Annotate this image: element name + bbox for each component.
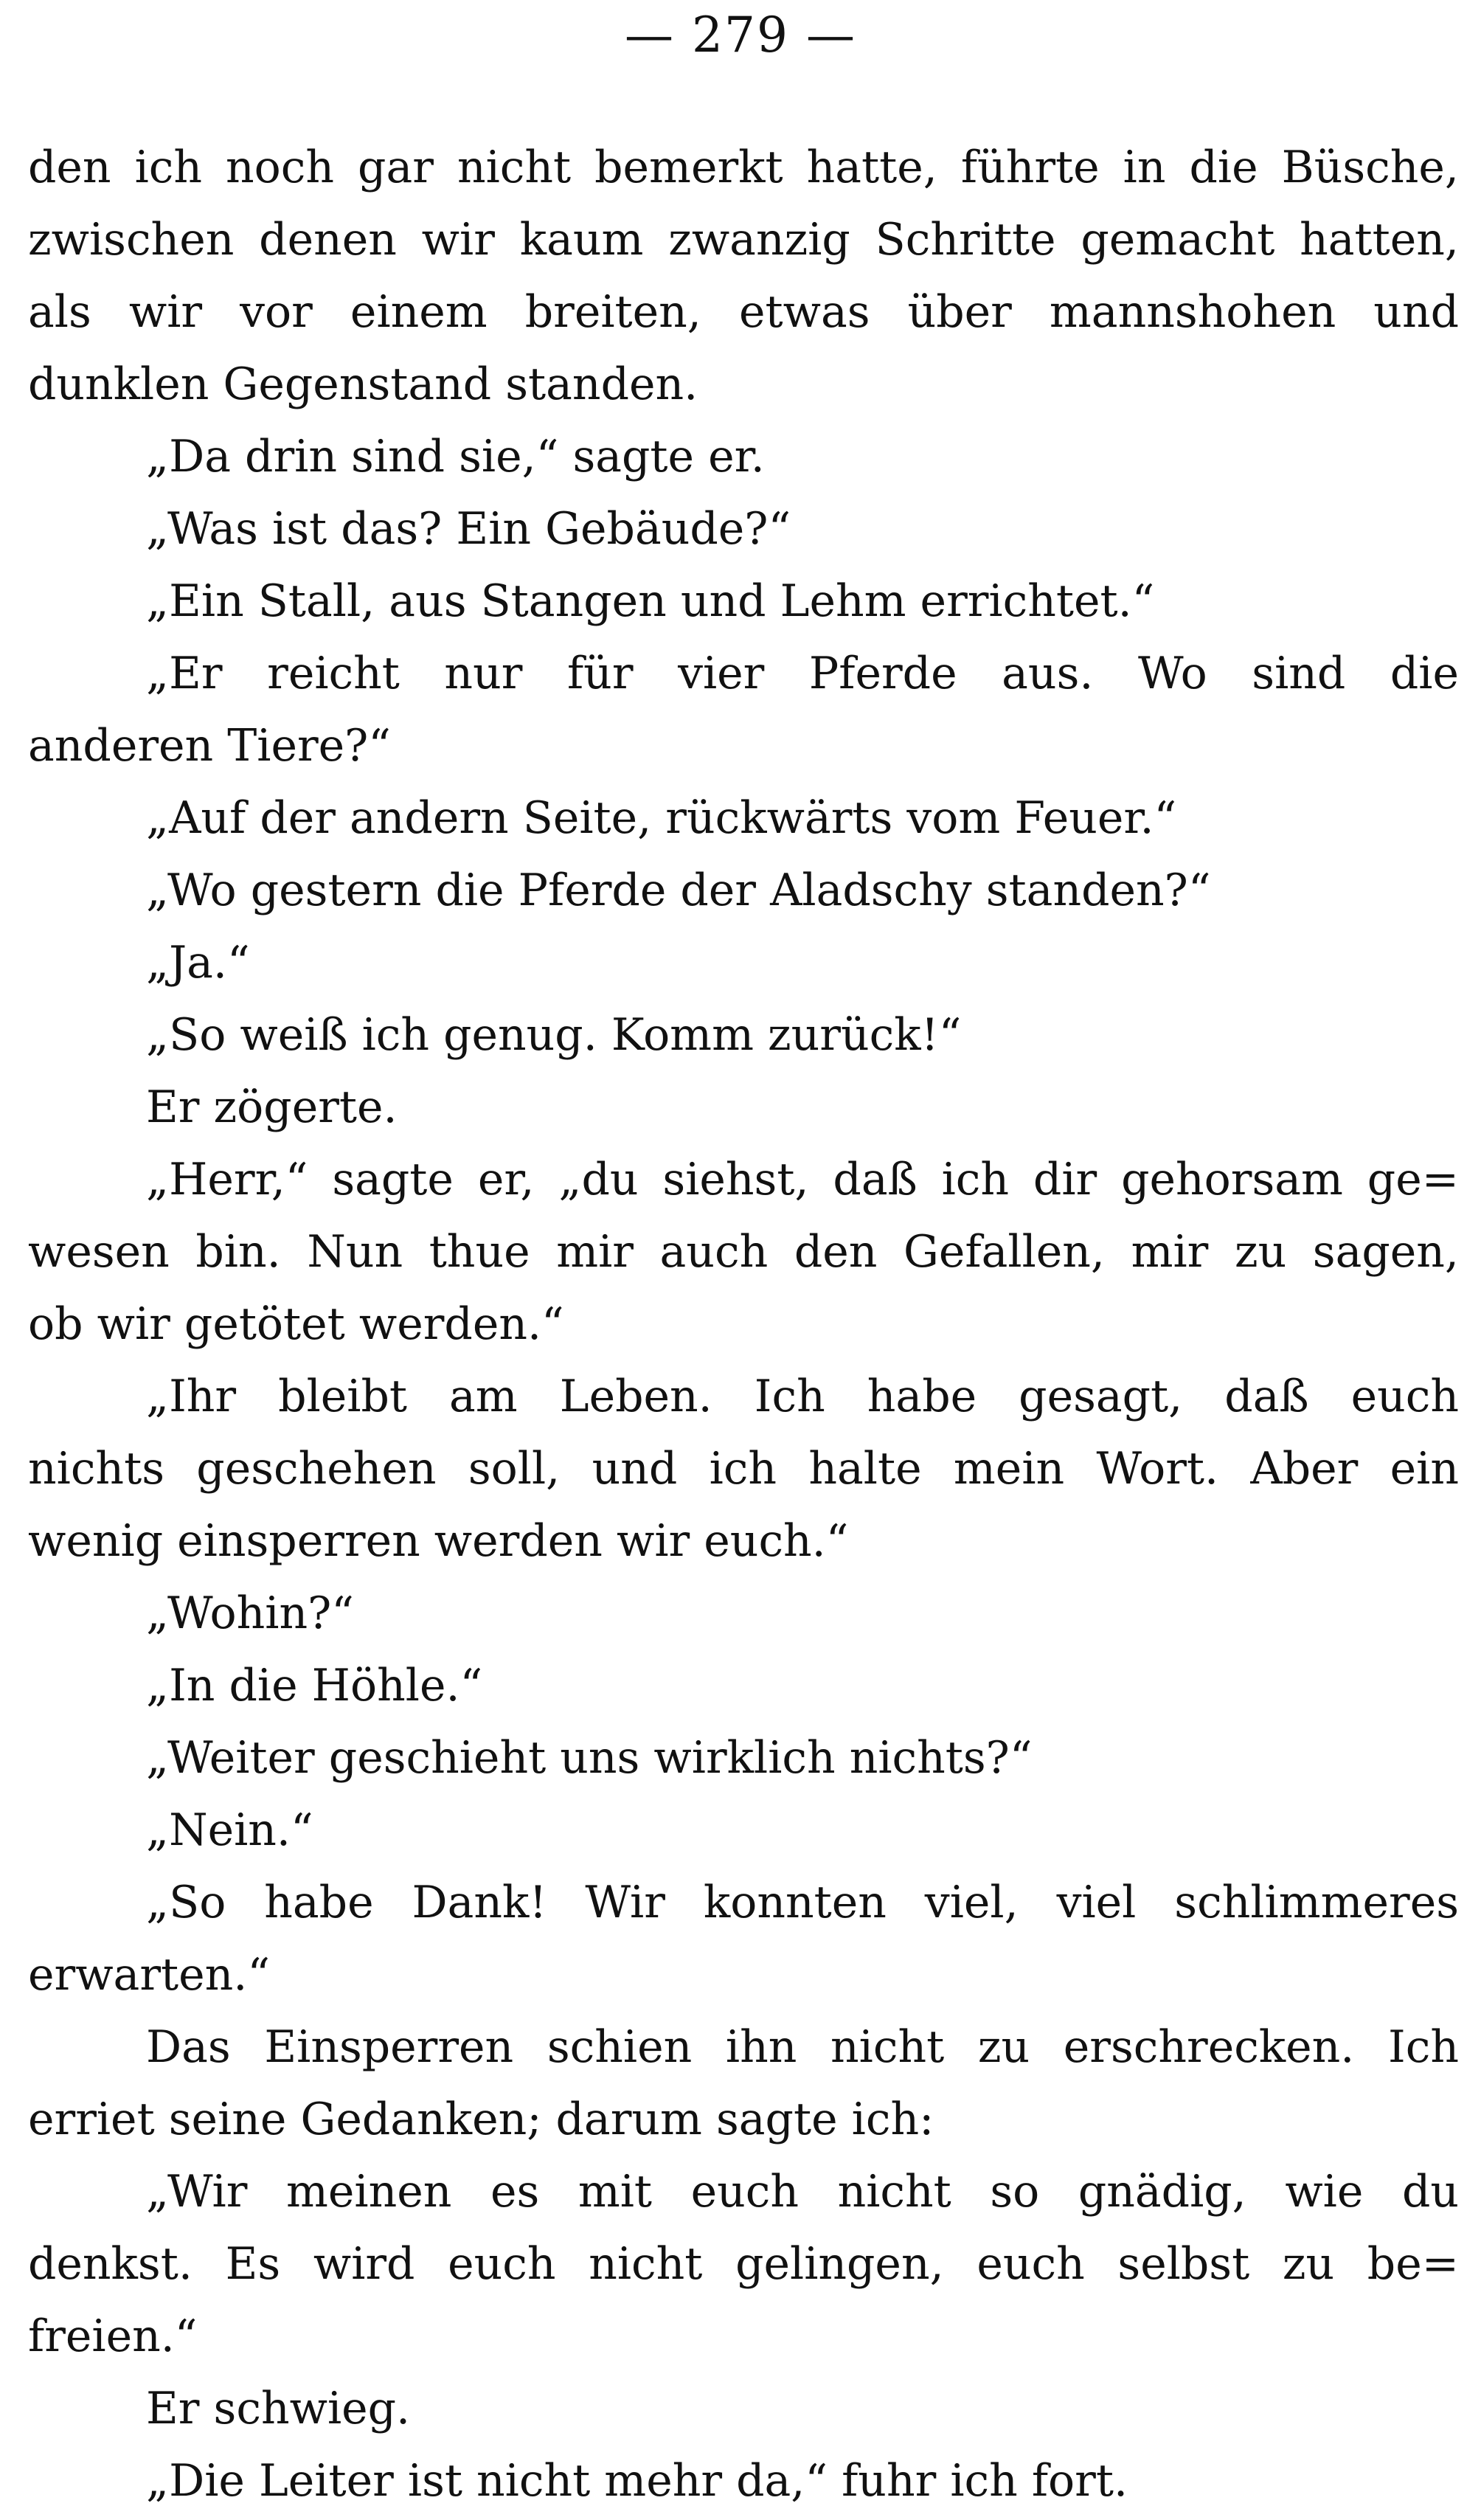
text-line: „Wir meinen es mit euch nicht so gnädig, wie du xyxy=(146,2166,1459,2218)
text-line: nichts geschehen soll, und ich halte mein Wort. Aber ein xyxy=(28,1443,1459,1495)
text-line: dunklen Gegenstand standen. xyxy=(28,359,698,410)
text-line: „In die Höhle.“ xyxy=(146,1660,483,1711)
text-line: „Ein Stall, aus Stangen und Lehm errichtet.“ xyxy=(146,575,1155,627)
text-line: wenig einsperren werden wir euch.“ xyxy=(28,1515,849,1567)
text-line: „Ja.“ xyxy=(146,937,250,989)
text-line: den ich noch gar nicht bemerkt hatte, führte in die Büsche, xyxy=(28,142,1459,193)
text-line: zwischen denen wir kaum zwanzig Schritte gemacht hatten, xyxy=(28,214,1459,266)
text-line: denkst. Es wird euch nicht gelingen, euch selbst zu be= xyxy=(28,2238,1459,2290)
text-line: „Wo gestern die Pferde der Aladschy standen?“ xyxy=(146,865,1211,916)
text-line: freien.“ xyxy=(28,2310,198,2362)
body-text xyxy=(28,131,1459,2517)
text-line: „Ihr bleibt am Leben. Ich habe gesagt, daß euch xyxy=(146,1371,1459,1422)
text-line: „Was ist das? Ein Gebäude?“ xyxy=(146,503,791,555)
text-line: „Nein.“ xyxy=(146,1804,313,1856)
text-line: „So habe Dank! Wir konnten viel, viel schlimmeres xyxy=(146,1877,1459,1928)
text-line: „So weiß ich genug. Komm zurück!“ xyxy=(146,1009,962,1061)
text-line: erriet seine Gedanken; darum sagte ich: xyxy=(28,2094,934,2145)
text-line: „Da drin sind sie,“ sagte er. xyxy=(146,431,765,482)
text-line: wesen bin. Nun thue mir auch den Gefallen, mir zu sagen, xyxy=(28,1226,1459,1278)
page-number-header: — 279 — xyxy=(625,7,856,63)
text-line: ob wir getötet werden.“ xyxy=(28,1298,564,1350)
text-line: „Weiter geschieht uns wirklich nichts?“ xyxy=(146,1732,1033,1784)
text-line: erwarten.“ xyxy=(28,1949,271,2001)
text-line: Er schwieg. xyxy=(146,2383,411,2434)
text-line: Das Einsperren schien ihn nicht zu erschrecken. Ich xyxy=(146,2021,1459,2073)
text-line: „Auf der andern Seite, rückwärts vom Feuer.“ xyxy=(146,792,1177,844)
text-line: als wir vor einem breiten, etwas über mannshohen und xyxy=(28,286,1459,338)
text-line: „Wohin?“ xyxy=(146,1588,354,1639)
text-line: Er zögerte. xyxy=(146,1081,398,1133)
text-line: anderen Tiere?“ xyxy=(28,720,391,772)
text-line: „Herr,“ sagte er, „du siehst, daß ich dir gehorsam ge= xyxy=(146,1154,1459,1205)
text-line: „Er reicht nur für vier Pferde aus. Wo sind die xyxy=(146,648,1459,699)
text-line: „Die Leiter ist nicht mehr da,“ fuhr ich fort. xyxy=(146,2455,1128,2507)
